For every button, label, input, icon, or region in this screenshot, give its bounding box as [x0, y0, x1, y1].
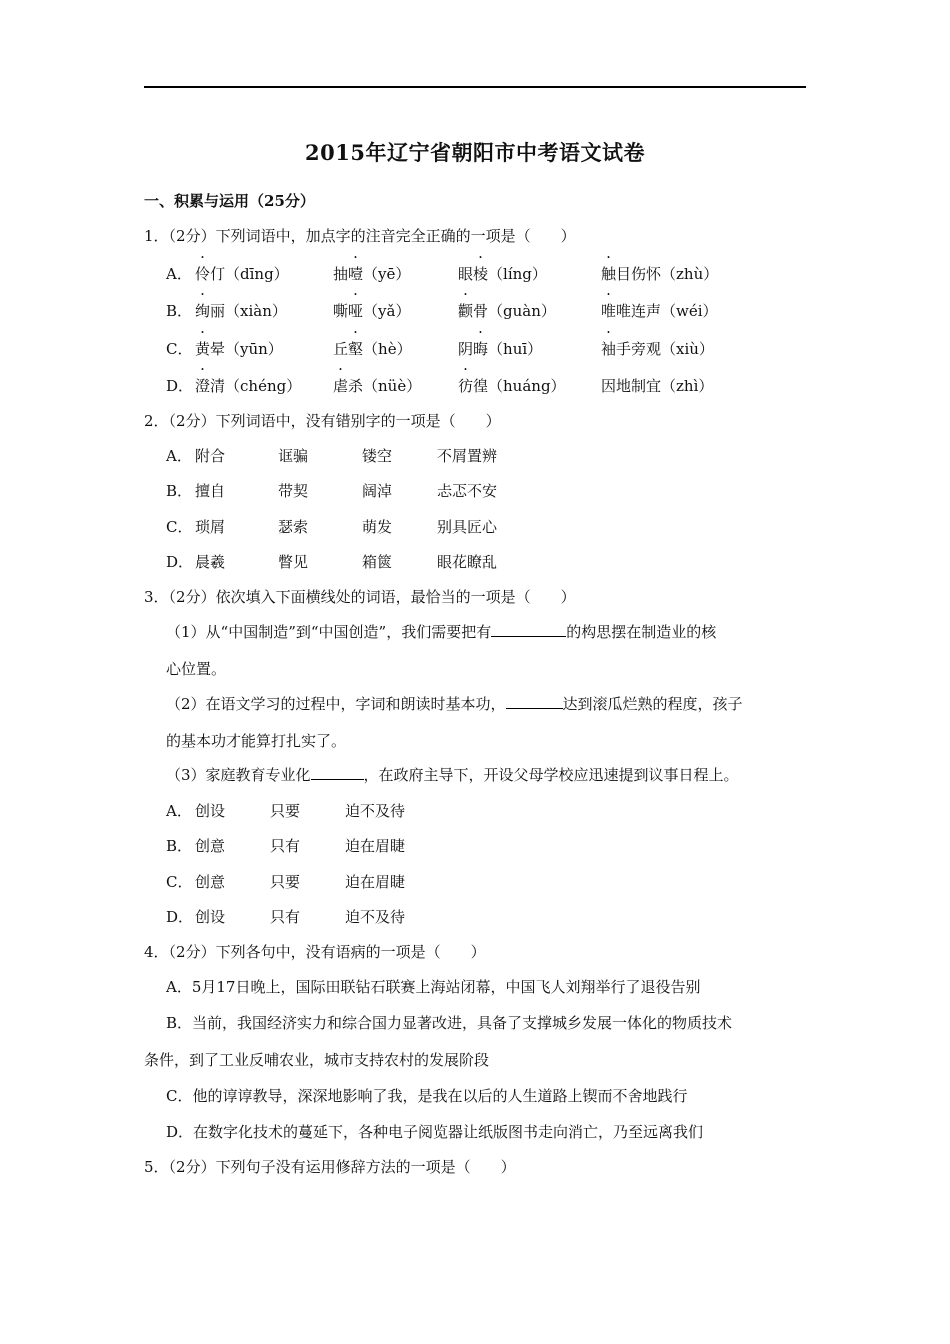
emphasis-dot-char: 彷	[458, 377, 474, 395]
emphasis-dot-char: 壑	[348, 340, 364, 358]
question-4-option-b-cont: 条件，到了工业反哺农业，城市支持农村的发展阶段	[144, 1051, 490, 1069]
emphasis-dot-char: 棱	[473, 265, 489, 283]
emphasis-dot-char: 黄	[195, 340, 211, 358]
emphasis-dot-char: 伶	[195, 265, 211, 283]
emphasis-dot-char: 唯	[601, 302, 617, 320]
question-3-sentence-1: （1）从“中国制造”到“中国创造”，我们需要把有 的构思摆在制造业的核	[166, 623, 717, 641]
option-word: 带契	[278, 482, 309, 500]
option-word: 瞥见	[278, 553, 309, 571]
emphasis-dot-char: 颧	[458, 302, 474, 320]
option-word: 颧骨（guàn）	[458, 302, 556, 320]
emphasis-dot-char: 触	[601, 265, 617, 283]
option-label: B．	[166, 302, 193, 320]
question-3-stem: 3．（2分）依次填入下面横线处的词语，最恰当的一项是（ ）	[144, 588, 576, 606]
question-3-sentence-2-cont: 的基本功才能算打扎实了。	[166, 732, 347, 750]
option-word: 丘壑（hè）	[333, 340, 412, 358]
option-word: 只要	[270, 873, 301, 891]
option-word: 唯唯连声（wéi）	[601, 302, 718, 320]
question-3-sentence-3: （3）家庭教育专业化 ，在政府主导下，开设父母学校应迅速提到议事日程上。	[166, 766, 739, 784]
option-word: 迫不及待	[345, 802, 406, 820]
option-word: 不屑置辨	[437, 447, 498, 465]
emphasis-dot-char: 晦	[473, 340, 489, 358]
option-word: 别具匠心	[437, 518, 498, 536]
option-word: 澄清（chéng）	[195, 377, 302, 395]
option-word: 阔淖	[362, 482, 393, 500]
question-5-stem: 5．（2分）下列句子没有运用修辞方法的一项是（ ）	[144, 1158, 516, 1176]
emphasis-dot-char: 虐	[333, 377, 349, 395]
option-word: 黄晕（yūn）	[195, 340, 283, 358]
option-label: D．	[166, 553, 194, 571]
emphasis-dot-char: 哑	[348, 302, 364, 320]
option-label: A．	[166, 447, 192, 465]
option-word: 擅自	[195, 482, 226, 500]
option-word: 诓骗	[278, 447, 309, 465]
emphasis-dot-char: 噎	[348, 265, 364, 283]
question-4-option-c: C．他的谆谆教导，深深地影响了我，是我在以后的人生道路上锲而不舍地践行	[166, 1087, 688, 1105]
question-2-stem: 2．（2分）下列词语中，没有错别字的一项是（ ）	[144, 412, 501, 430]
option-word: 眼棱（líng）	[458, 265, 547, 283]
question-4-option-d: D．在数字化技术的蔓延下，各种电子阅览器让纸版图书走向消亡，乃至远离我们	[166, 1123, 704, 1141]
option-word: 只要	[270, 802, 301, 820]
option-word: 晨羲	[195, 553, 226, 571]
option-word: 彷徨（huáng）	[458, 377, 566, 395]
question-1-stem: 1．（2分）下列词语中，加点字的注音完全正确的一项是（ ）	[144, 227, 576, 245]
option-word: 迫在眉睫	[345, 873, 406, 891]
option-word: 镂空	[362, 447, 393, 465]
option-label: C．	[166, 518, 193, 536]
fill-blank	[506, 694, 563, 709]
option-label: B．	[166, 837, 193, 855]
option-word: 只有	[270, 908, 301, 926]
option-word: 抽噎（yē）	[333, 265, 411, 283]
option-word: 袖手旁观（xiù）	[601, 340, 714, 358]
option-word: 阴晦（huī）	[458, 340, 543, 358]
emphasis-dot-char: 澄	[195, 377, 211, 395]
option-word: 因地制宜（zhì）	[601, 377, 714, 395]
option-word: 伶仃（dīng）	[195, 265, 289, 283]
option-word: 瑟索	[278, 518, 309, 536]
question-3-sentence-2: （2）在语文学习的过程中，字词和朗读时基本功， 达到滚瓜烂熟的程度，孩子	[166, 695, 743, 713]
option-word: 创意	[195, 837, 226, 855]
question-4-option-a: A．5月17日晚上，国际田联钻石联赛上海站闭幕，中国飞人刘翔举行了退役告别	[166, 978, 701, 996]
question-3-sentence-1-cont: 心位置。	[166, 660, 227, 678]
page-title: 2015年辽宁省朝阳市中考语文试卷	[305, 140, 645, 165]
option-label: C．	[166, 340, 193, 358]
option-word: 创意	[195, 873, 226, 891]
option-label: D．	[166, 377, 194, 395]
option-label: B．	[166, 482, 193, 500]
option-word: 迫不及待	[345, 908, 406, 926]
option-word: 创设	[195, 908, 226, 926]
header-rule	[144, 86, 806, 88]
fill-blank	[311, 765, 364, 780]
option-word: 虐杀（nüè）	[333, 377, 422, 395]
option-word: 萌发	[362, 518, 393, 536]
option-word: 创设	[195, 802, 226, 820]
option-word: 琐屑	[195, 518, 226, 536]
option-word: 忐忑不安	[437, 482, 498, 500]
option-label: A．	[166, 265, 192, 283]
option-word: 附合	[195, 447, 226, 465]
option-word: 箱篋	[362, 553, 393, 571]
question-4-option-b: B．当前，我国经济实力和综合国力显著改进，具备了支撑城乡发展一体化的物质技术	[166, 1014, 733, 1032]
fill-blank	[491, 622, 566, 637]
option-label: D．	[166, 908, 194, 926]
option-word: 触目伤怀（zhù）	[601, 265, 719, 283]
section-heading: 一、积累与运用（25分）	[144, 192, 315, 210]
option-label: A．	[166, 802, 192, 820]
option-word: 只有	[270, 837, 301, 855]
emphasis-dot-char: 袖	[601, 340, 617, 358]
emphasis-dot-char: 绚	[195, 302, 211, 320]
option-word: 嘶哑（yǎ）	[333, 302, 411, 320]
option-word: 绚丽（xiàn）	[195, 302, 287, 320]
option-label: C．	[166, 873, 193, 891]
option-word: 眼花瞭乱	[437, 553, 498, 571]
option-word: 迫在眉睫	[345, 837, 406, 855]
question-4-stem: 4．（2分）下列各句中，没有语病的一项是（ ）	[144, 943, 486, 961]
